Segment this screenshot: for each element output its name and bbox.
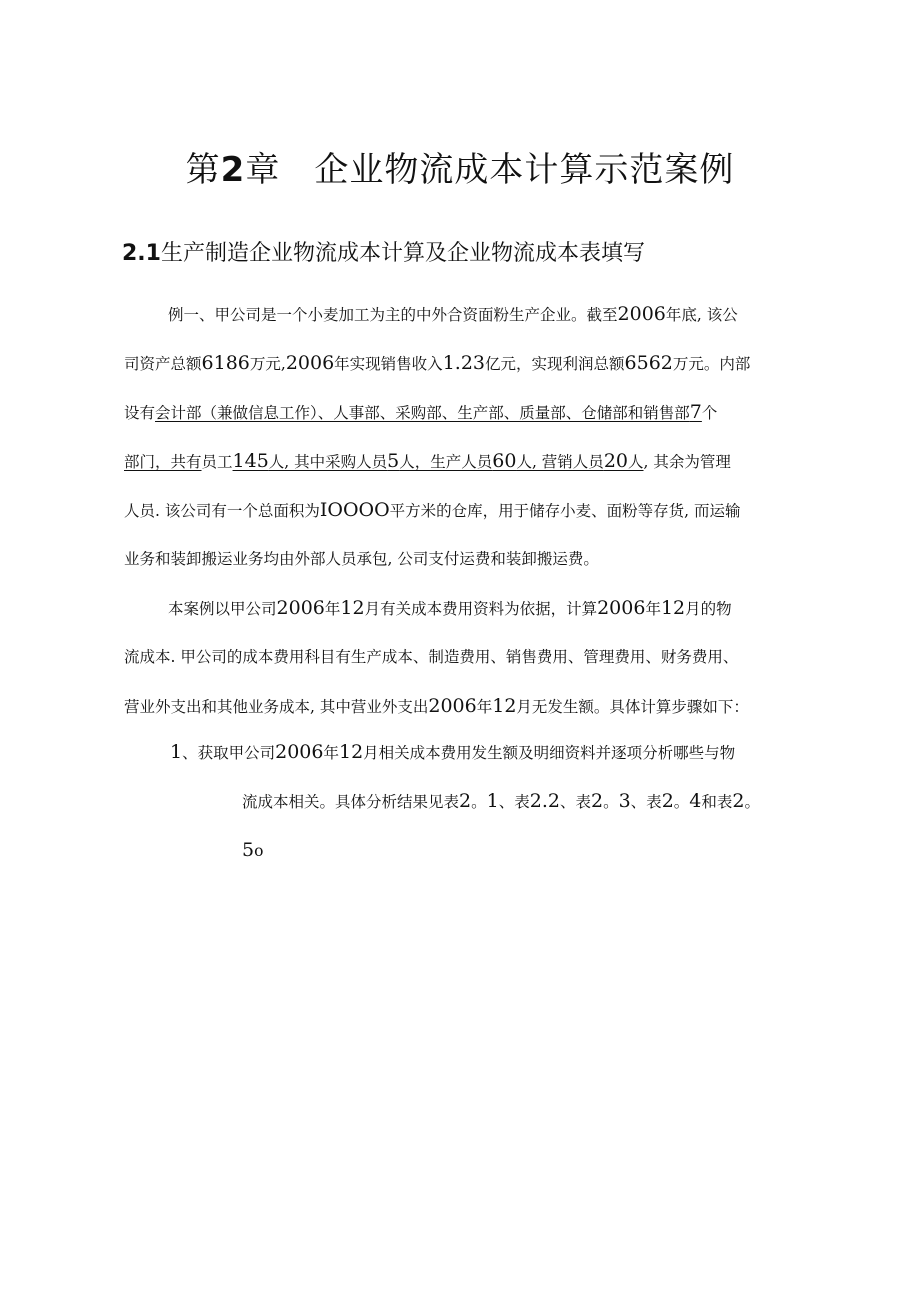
text-run: 月有关成本费用资料为依据，计算 xyxy=(364,600,598,618)
text-line xyxy=(170,728,810,777)
text-line xyxy=(170,826,810,875)
underlined-text-run: 会计部（兼做信息工作）、人事部、采购部、生产部、质量部、仓储部和销售部 xyxy=(155,404,690,422)
text-run: 年 xyxy=(323,744,339,762)
text-run: 人员. 该公司有一个总面积为 xyxy=(124,502,320,520)
text-line xyxy=(124,682,804,731)
text-line xyxy=(124,290,804,339)
text-run: 设有 xyxy=(124,404,156,422)
section-name: 生产制造企业物流成本计算及企业物流成本表填写 xyxy=(160,241,645,266)
text-run: 业务和装卸搬运业务均由外部人员承包, 公司支付运费和装卸搬运费。 xyxy=(124,550,599,568)
paragraph-case-method xyxy=(124,584,804,731)
text-run: 年 xyxy=(476,698,493,716)
text-run: 万元, xyxy=(249,355,286,373)
number-run: 6562 xyxy=(624,352,673,374)
text-run: 年实现销售收入 xyxy=(334,355,443,373)
number-run: IOOOO xyxy=(319,499,390,521)
number-run: 12 xyxy=(492,695,517,717)
number-run: 2006 xyxy=(428,695,477,717)
text-run: 流成本相关。具体分析结果见表 xyxy=(242,793,460,811)
text-run: 个 xyxy=(701,404,718,422)
text-run: 、表 xyxy=(559,793,591,811)
text-run: 司资产总额 xyxy=(124,355,202,373)
text-run: 员工 xyxy=(201,453,233,471)
text-line xyxy=(170,777,810,826)
text-run: 营业外支出和其他业务成本, 其中营业外支出 xyxy=(124,698,429,716)
text-line xyxy=(124,437,804,486)
text-run: 年 xyxy=(645,600,661,618)
number-run: 2 xyxy=(661,790,674,812)
number-run: 2006 xyxy=(276,597,325,619)
text-run: 、获取甲公司 xyxy=(182,744,276,762)
chapter-prefix: 第 xyxy=(185,150,221,190)
number-run: 1.23 xyxy=(442,352,485,374)
number-run: 20 xyxy=(603,450,628,472)
paragraph-case-intro xyxy=(124,290,804,584)
number-run: 2.2 xyxy=(529,790,560,812)
chapter-title xyxy=(0,142,920,191)
number-run: 7 xyxy=(689,401,702,423)
number-run: 12 xyxy=(660,597,686,619)
number-run: 60 xyxy=(492,450,517,472)
number-run: 12 xyxy=(338,741,364,763)
number-run: 6186 xyxy=(201,352,250,374)
text-run: 月的物 xyxy=(685,600,732,618)
text-run: 和表 xyxy=(701,793,733,811)
step-number: 1 xyxy=(170,741,183,763)
text-run: 本案例以甲公司 xyxy=(168,600,277,618)
text-run: 。 xyxy=(673,793,690,811)
text-run: 年 xyxy=(324,600,341,618)
number-run: 3 xyxy=(618,790,631,812)
text-line xyxy=(124,388,804,437)
text-run: 月相关成本费用发生额及明细资料并逐项分析哪些与物 xyxy=(363,744,736,762)
underlined-text-run: 人，生产人员 xyxy=(399,453,493,471)
number-run: 5 xyxy=(242,839,255,861)
section-number: 2.1 xyxy=(122,241,161,266)
number-run: 4 xyxy=(689,790,702,812)
text-run: 月无发生额。具体计算步骤如下： xyxy=(516,698,749,716)
text-run: 、表 xyxy=(498,793,530,811)
text-line xyxy=(124,633,804,682)
text-run: 。 xyxy=(471,793,487,811)
text-run: 例一、甲公司是一个小麦加工为主的中外合资面粉生产企业。截至 xyxy=(168,306,618,324)
step-1 xyxy=(170,728,810,875)
text-line xyxy=(124,486,804,535)
number-run: 2006 xyxy=(597,597,646,619)
underlined-text-run: 人, 其中采购人员 xyxy=(268,453,388,471)
number-run: 12 xyxy=(340,597,365,619)
text-line xyxy=(124,584,804,633)
text-run: 、表 xyxy=(630,793,662,811)
number-run: 2006 xyxy=(617,303,666,325)
text-run: 。 xyxy=(744,793,761,811)
number-run: 145 xyxy=(232,450,269,472)
number-run: 2006 xyxy=(275,741,324,763)
text-run: 流成本. 甲公司的成本费用科目有生产成本、制造费用、销售费用、管理费用、财务费用、 xyxy=(124,648,739,666)
number-run: 2 xyxy=(459,790,472,812)
section-title xyxy=(122,236,822,267)
number-run: 2006 xyxy=(285,352,335,374)
number-run: 5 xyxy=(387,450,400,472)
number-run: 2 xyxy=(732,790,745,812)
text-run: , 其余为管理 xyxy=(643,453,731,471)
text-run: 年底, 该公 xyxy=(665,306,738,324)
chapter-name: 企业物流成本计算示范案例 xyxy=(314,150,735,190)
text-line xyxy=(124,339,804,388)
underlined-text-run: 部门，共有 xyxy=(124,453,202,471)
text-line xyxy=(124,535,804,584)
text-run: o xyxy=(254,842,264,860)
chapter-number: 2 xyxy=(220,150,246,190)
underlined-text-run: 人, 营销人员 xyxy=(516,453,604,471)
underlined-text-run: 人 xyxy=(628,453,644,471)
chapter-suffix: 章 xyxy=(245,150,281,190)
text-run: 。 xyxy=(603,793,619,811)
text-run: 平方米的仓库，用于储存小麦、面粉等存货, 而运输 xyxy=(389,502,741,520)
number-run: 1 xyxy=(486,790,499,812)
number-run: 2 xyxy=(590,790,604,812)
text-run: 万元。内部 xyxy=(672,355,751,373)
text-run: 亿元，实现利润总额 xyxy=(485,355,625,373)
